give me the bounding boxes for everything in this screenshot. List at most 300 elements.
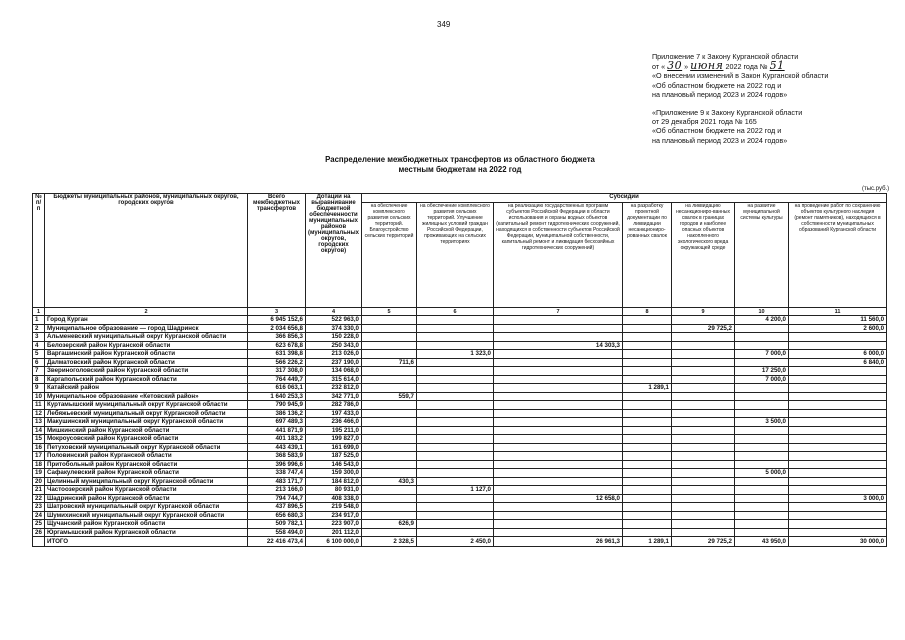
table-row xyxy=(33,341,887,350)
amount-cell: 338 747,4 xyxy=(248,469,306,478)
row-number-cell: 10 xyxy=(33,392,45,401)
column-number: 5 xyxy=(362,308,417,316)
amount-cell xyxy=(362,333,417,342)
amount-cell xyxy=(362,503,417,512)
table-row xyxy=(33,409,887,418)
amount-cell: 408 338,0 xyxy=(306,494,362,503)
table-row xyxy=(33,528,887,537)
amount-cell xyxy=(494,384,623,393)
budget-name-cell: Петуховский муниципальный округ Курганской области xyxy=(45,443,248,452)
amount-cell: 509 782,1 xyxy=(248,520,306,529)
amount-cell xyxy=(417,520,494,529)
amount-cell xyxy=(417,384,494,393)
table-row xyxy=(33,324,887,333)
budget-name-cell: Белозерский район Курганской области xyxy=(45,341,248,350)
amount-cell xyxy=(672,477,735,486)
amount-cell: 12 658,0 xyxy=(494,494,623,503)
amount-cell: 483 171,7 xyxy=(248,477,306,486)
amount-cell xyxy=(789,528,887,537)
amount-cell xyxy=(362,401,417,410)
amount-cell xyxy=(362,511,417,520)
budget-name-cell: Каргапольский район Курганской области xyxy=(45,375,248,384)
amount-cell xyxy=(735,409,789,418)
row-number-cell: 18 xyxy=(33,460,45,469)
amount-cell: 616 063,1 xyxy=(248,384,306,393)
amount-cell: 201 112,0 xyxy=(306,528,362,537)
budget-name-cell: Звериноголовский район Курганской области xyxy=(45,367,248,376)
amount-cell: 790 945,9 xyxy=(248,401,306,410)
amount-cell: 7 000,0 xyxy=(735,350,789,359)
amount-cell: 3 000,0 xyxy=(789,494,887,503)
amount-cell: 237 190,0 xyxy=(306,358,362,367)
amount-cell xyxy=(362,469,417,478)
amount-cell xyxy=(735,341,789,350)
amount-cell: 26 961,3 xyxy=(494,537,623,547)
appendix-date-year: 2022 года № xyxy=(725,62,768,72)
amount-cell xyxy=(672,375,735,384)
amount-cell: 430,3 xyxy=(362,477,417,486)
row-number-cell: 13 xyxy=(33,418,45,427)
units-label: (тыс.руб.) xyxy=(862,186,890,192)
amount-cell: 386 136,2 xyxy=(248,409,306,418)
amount-cell xyxy=(735,494,789,503)
appendix-line: «О внесении изменений в Закон Курганской области xyxy=(652,71,829,81)
amount-cell: 656 680,3 xyxy=(248,511,306,520)
row-number-cell: 14 xyxy=(33,426,45,435)
amount-cell xyxy=(494,375,623,384)
amount-cell xyxy=(494,409,623,418)
table-row xyxy=(33,477,887,486)
amount-cell: 5 000,0 xyxy=(735,469,789,478)
amount-cell: 1 289,1 xyxy=(623,537,672,547)
appendix-line: «Приложение 9 к Закону Курганской области xyxy=(652,108,803,118)
amount-cell xyxy=(623,460,672,469)
budget-name-cell: ИТОГО xyxy=(45,537,248,547)
appendix-line: на плановый период 2023 и 2024 годов» xyxy=(652,135,788,145)
amount-cell xyxy=(417,341,494,350)
page-number: 349 xyxy=(437,20,451,29)
amount-cell xyxy=(494,503,623,512)
amount-cell xyxy=(417,435,494,444)
amount-cell xyxy=(789,511,887,520)
table-row xyxy=(33,358,887,367)
amount-cell: 566 226,2 xyxy=(248,358,306,367)
amount-cell xyxy=(789,460,887,469)
amount-cell: 213 166,0 xyxy=(248,486,306,495)
amount-cell xyxy=(623,358,672,367)
header-subsidies: Субсидии xyxy=(362,194,887,203)
amount-cell: 282 786,0 xyxy=(306,401,362,410)
amount-cell xyxy=(672,435,735,444)
amount-cell xyxy=(789,392,887,401)
amount-cell xyxy=(623,494,672,503)
amount-cell xyxy=(789,486,887,495)
amount-cell xyxy=(494,520,623,529)
header-subsidy-water-objects: на реализацию государственных программ субъектов Российской Федерации в области использования и охраны водных объектов (капитальный ремонт гидротехнических сооружений, находящихся в собственности субъектов Российской Федерации, муниципальной собственности, капитальный ремонт и ликвидация бесхозяйных гидротехнических сооружений) xyxy=(494,203,623,308)
amount-cell xyxy=(672,316,735,325)
row-number-cell: 25 xyxy=(33,520,45,529)
amount-cell xyxy=(789,367,887,376)
table-row xyxy=(33,384,887,393)
column-number: 11 xyxy=(789,308,887,316)
amount-cell: 2 450,0 xyxy=(417,537,494,547)
header-subsidy-landfill-liquidation: на ликвидацию несанкциониро-ванных свалок в границах городов и наиболее опасных объектов накопленного экологического вреда окружающей среде xyxy=(672,203,735,308)
amount-cell: 29 725,2 xyxy=(672,324,735,333)
budget-name-cell: Макушинский муниципальный округ Курганской области xyxy=(45,418,248,427)
amount-cell xyxy=(735,452,789,461)
amount-cell xyxy=(672,392,735,401)
amount-cell xyxy=(789,384,887,393)
amount-cell: 1 127,0 xyxy=(417,486,494,495)
amount-cell xyxy=(735,358,789,367)
amount-cell: 7 000,0 xyxy=(735,375,789,384)
amount-cell xyxy=(623,418,672,427)
amount-cell: 232 812,0 xyxy=(306,384,362,393)
amount-cell xyxy=(672,367,735,376)
appendix-line: Приложение 7 к Закону Курганской области xyxy=(652,52,799,61)
amount-cell: 150 228,0 xyxy=(306,333,362,342)
amount-cell xyxy=(494,469,623,478)
table-row xyxy=(33,486,887,495)
amount-cell xyxy=(494,435,623,444)
amount-cell xyxy=(494,401,623,410)
row-number-cell: 20 xyxy=(33,477,45,486)
budget-name-cell: Далматовский район Курганской области xyxy=(45,358,248,367)
amount-cell xyxy=(672,384,735,393)
budget-name-cell: Муниципальное образование — город Шадринск xyxy=(45,324,248,333)
amount-cell: 368 583,9 xyxy=(248,452,306,461)
amount-cell xyxy=(362,460,417,469)
amount-cell xyxy=(735,511,789,520)
amount-cell xyxy=(494,324,623,333)
budget-name-cell: Альменевский муниципальный округ Курганской области xyxy=(45,333,248,342)
amount-cell xyxy=(417,469,494,478)
appendix-line: на плановый период 2023 и 2024 годов» xyxy=(652,89,788,99)
amount-cell xyxy=(494,486,623,495)
amount-cell xyxy=(789,452,887,461)
column-number: 3 xyxy=(248,308,306,316)
header-subsidy-culture: на развитие муниципальной системы культуры xyxy=(735,203,789,308)
row-number-cell: 3 xyxy=(33,333,45,342)
amount-cell xyxy=(494,367,623,376)
amount-cell xyxy=(362,384,417,393)
budget-name-cell: Лебяжьевский муниципальный округ Курганской области xyxy=(45,409,248,418)
table-row xyxy=(33,418,887,427)
amount-cell: 234 917,0 xyxy=(306,511,362,520)
amount-cell: 315 614,0 xyxy=(306,375,362,384)
amount-cell xyxy=(735,503,789,512)
amount-cell xyxy=(735,460,789,469)
amount-cell xyxy=(362,324,417,333)
amount-cell xyxy=(417,367,494,376)
amount-cell: 29 725,2 xyxy=(672,537,735,547)
amount-cell xyxy=(623,511,672,520)
budget-name-cell: Половинский район Курганской области xyxy=(45,452,248,461)
budget-name-cell: Куртамышский муниципальный округ Курганской области xyxy=(45,401,248,410)
amount-cell: 80 931,0 xyxy=(306,486,362,495)
amount-cell: 197 433,0 xyxy=(306,409,362,418)
amount-cell: 441 871,9 xyxy=(248,426,306,435)
row-number-cell: 7 xyxy=(33,367,45,376)
header-dotation: Дотации на выравнивание бюджетной обеспеченности муниципальных районов (муниципальных округов, городских округов) xyxy=(306,194,362,308)
amount-cell: 184 812,0 xyxy=(306,477,362,486)
amount-cell xyxy=(672,426,735,435)
amount-cell: 6 945 152,6 xyxy=(248,316,306,325)
column-number: 9 xyxy=(672,308,735,316)
budget-name-cell: Целинный муниципальный округ Курганской области xyxy=(45,477,248,486)
amount-cell xyxy=(362,435,417,444)
amount-cell: 3 500,0 xyxy=(735,418,789,427)
amount-cell: 43 950,0 xyxy=(735,537,789,547)
header-subsidy-rural-housing: на обеспечение комплексного развития сельских территорий. Улучшение жилищных условий граждан Российской Федерации, проживающих на сельских территориях xyxy=(417,203,494,308)
header-subsidy-rural-improvement: на обеспечение комплексного развития сельских территорий. Благоустройство сельских территорий xyxy=(362,203,417,308)
amount-cell xyxy=(417,503,494,512)
amount-cell: 631 398,8 xyxy=(248,350,306,359)
amount-cell: 134 068,0 xyxy=(306,367,362,376)
amount-cell xyxy=(494,316,623,325)
amount-cell xyxy=(494,477,623,486)
row-number-cell: 21 xyxy=(33,486,45,495)
appendix-date-quote: » xyxy=(684,62,689,72)
appendix-date-line xyxy=(652,61,897,71)
table-row xyxy=(33,469,887,478)
amount-cell: 443 439,1 xyxy=(248,443,306,452)
amount-cell: 794 744,7 xyxy=(248,494,306,503)
amount-cell xyxy=(735,435,789,444)
amount-cell xyxy=(672,452,735,461)
row-number-cell: 15 xyxy=(33,435,45,444)
amount-cell: 213 026,0 xyxy=(306,350,362,359)
amount-cell: 342 771,0 xyxy=(306,392,362,401)
amount-cell xyxy=(494,528,623,537)
document-title-line: местным бюджетам на 2022 год xyxy=(398,165,522,174)
budget-name-cell: Катайский район xyxy=(45,384,248,393)
budget-name-cell: Сафакулевский район Курганской области xyxy=(45,469,248,478)
row-number-cell: 26 xyxy=(33,528,45,537)
amount-cell xyxy=(417,477,494,486)
amount-cell: 11 560,0 xyxy=(789,316,887,325)
amount-cell: 6 840,0 xyxy=(789,358,887,367)
amount-cell: 317 308,0 xyxy=(248,367,306,376)
amount-cell xyxy=(789,469,887,478)
table-row xyxy=(33,511,887,520)
amount-cell xyxy=(417,401,494,410)
amount-cell: 623 678,8 xyxy=(248,341,306,350)
amount-cell xyxy=(362,316,417,325)
column-number-row xyxy=(33,308,887,316)
amount-cell: 22 416 473,4 xyxy=(248,537,306,547)
amount-cell xyxy=(417,316,494,325)
amount-cell xyxy=(623,324,672,333)
budget-name-cell: Шумихинский муниципальный округ Курганской области xyxy=(45,511,248,520)
amount-cell xyxy=(623,520,672,529)
amount-cell xyxy=(735,401,789,410)
amount-cell xyxy=(417,494,494,503)
document-title xyxy=(250,155,670,175)
amount-cell xyxy=(417,426,494,435)
table-row xyxy=(33,316,887,325)
amount-cell xyxy=(494,358,623,367)
amount-cell xyxy=(362,443,417,452)
amount-cell: 697 489,3 xyxy=(248,418,306,427)
appendix-date-prefix: от « xyxy=(652,62,666,72)
header-number: № п/п xyxy=(33,194,45,308)
amount-cell xyxy=(417,443,494,452)
amount-cell: 396 996,6 xyxy=(248,460,306,469)
header-budget-name: Бюджеты муниципальных районов, муниципальных округов, городских округов xyxy=(45,194,248,308)
amount-cell: 4 200,0 xyxy=(735,316,789,325)
row-number-cell: 12 xyxy=(33,409,45,418)
amount-cell xyxy=(623,409,672,418)
amount-cell xyxy=(789,443,887,452)
column-number: 6 xyxy=(417,308,494,316)
amount-cell xyxy=(494,460,623,469)
amount-cell xyxy=(672,358,735,367)
appendix-handwritten-number: 51 xyxy=(769,59,785,73)
amount-cell xyxy=(735,333,789,342)
amount-cell xyxy=(362,341,417,350)
column-number: 2 xyxy=(45,308,248,316)
row-number-cell: 19 xyxy=(33,469,45,478)
amount-cell: 195 211,0 xyxy=(306,426,362,435)
amount-cell xyxy=(417,333,494,342)
amount-cell xyxy=(623,503,672,512)
budget-table xyxy=(32,193,887,547)
amount-cell xyxy=(494,511,623,520)
amount-cell xyxy=(362,418,417,427)
table-body xyxy=(33,316,887,547)
amount-cell xyxy=(417,324,494,333)
row-number-cell: 24 xyxy=(33,511,45,520)
column-number: 1 xyxy=(33,308,45,316)
amount-cell xyxy=(789,341,887,350)
amount-cell xyxy=(789,409,887,418)
total-row xyxy=(33,537,887,547)
amount-cell xyxy=(672,443,735,452)
amount-cell: 711,6 xyxy=(362,358,417,367)
amount-cell xyxy=(789,426,887,435)
table-row xyxy=(33,375,887,384)
amount-cell xyxy=(623,350,672,359)
amount-cell: 366 856,3 xyxy=(248,333,306,342)
amount-cell xyxy=(623,486,672,495)
appendix-handwritten-month: июня xyxy=(690,59,724,73)
amount-cell xyxy=(672,333,735,342)
amount-cell xyxy=(672,503,735,512)
table-row xyxy=(33,520,887,529)
amount-cell: 374 330,0 xyxy=(306,324,362,333)
amount-cell xyxy=(789,520,887,529)
budget-name-cell: Притобольный район Курганской области xyxy=(45,460,248,469)
row-number-cell: 2 xyxy=(33,324,45,333)
appendix-line: «Об областном бюджете на 2022 год и xyxy=(652,80,782,90)
header-subsidy-landfill-design: на разработку проектной документации по ликвидации несанкциониро-рованных свалок xyxy=(623,203,672,308)
amount-cell xyxy=(494,333,623,342)
amount-cell xyxy=(417,409,494,418)
amount-cell xyxy=(623,435,672,444)
row-number-cell: 6 xyxy=(33,358,45,367)
amount-cell xyxy=(672,460,735,469)
amount-cell xyxy=(735,384,789,393)
amount-cell: 401 183,2 xyxy=(248,435,306,444)
amount-cell xyxy=(672,401,735,410)
amount-cell: 14 303,3 xyxy=(494,341,623,350)
row-number-cell: 16 xyxy=(33,443,45,452)
amount-cell xyxy=(623,469,672,478)
budget-name-cell: Город Курган xyxy=(45,316,248,325)
header-total: Всего межбюджетных трансфертов xyxy=(248,194,306,308)
amount-cell xyxy=(417,358,494,367)
amount-cell: 219 548,0 xyxy=(306,503,362,512)
amount-cell xyxy=(735,324,789,333)
amount-cell: 1 640 253,3 xyxy=(248,392,306,401)
amount-cell xyxy=(362,494,417,503)
amount-cell xyxy=(362,375,417,384)
amount-cell xyxy=(362,409,417,418)
amount-cell xyxy=(417,375,494,384)
amount-cell xyxy=(623,392,672,401)
amount-cell xyxy=(623,316,672,325)
amount-cell xyxy=(623,426,672,435)
amount-cell xyxy=(672,341,735,350)
amount-cell: 199 827,0 xyxy=(306,435,362,444)
amount-cell: 250 343,0 xyxy=(306,341,362,350)
row-number-cell: 4 xyxy=(33,341,45,350)
amount-cell xyxy=(623,443,672,452)
amount-cell xyxy=(672,528,735,537)
amount-cell xyxy=(623,528,672,537)
amount-cell: 522 963,0 xyxy=(306,316,362,325)
budget-name-cell: Варгашинский район Курганской области xyxy=(45,350,248,359)
table-row xyxy=(33,333,887,342)
amount-cell: 1 323,0 xyxy=(417,350,494,359)
row-number-cell: 23 xyxy=(33,503,45,512)
amount-cell xyxy=(417,392,494,401)
amount-cell xyxy=(362,350,417,359)
row-number-cell: 1 xyxy=(33,316,45,325)
row-number-cell: 9 xyxy=(33,384,45,393)
amount-cell xyxy=(789,418,887,427)
amount-cell xyxy=(417,460,494,469)
budget-name-cell: Щучанский район Курганской области xyxy=(45,520,248,529)
row-number-cell: 22 xyxy=(33,494,45,503)
amount-cell xyxy=(735,486,789,495)
amount-cell: 764 449,7 xyxy=(248,375,306,384)
amount-cell xyxy=(672,511,735,520)
amount-cell: 223 907,0 xyxy=(306,520,362,529)
amount-cell xyxy=(672,418,735,427)
row-number-cell: 11 xyxy=(33,401,45,410)
table-row xyxy=(33,503,887,512)
amount-cell: 236 466,0 xyxy=(306,418,362,427)
table-row xyxy=(33,392,887,401)
table-row xyxy=(33,401,887,410)
amount-cell: 161 699,0 xyxy=(306,443,362,452)
column-number: 7 xyxy=(494,308,623,316)
amount-cell: 146 543,0 xyxy=(306,460,362,469)
amount-cell: 558 494,0 xyxy=(248,528,306,537)
amount-cell xyxy=(494,350,623,359)
table-row xyxy=(33,350,887,359)
amount-cell xyxy=(735,477,789,486)
amount-cell xyxy=(623,375,672,384)
amount-cell xyxy=(672,520,735,529)
amount-cell xyxy=(494,426,623,435)
amount-cell xyxy=(623,477,672,486)
budget-name-cell: Шатровский муниципальный округ Курганской области xyxy=(45,503,248,512)
amount-cell xyxy=(789,503,887,512)
amount-cell: 6 000,0 xyxy=(789,350,887,359)
